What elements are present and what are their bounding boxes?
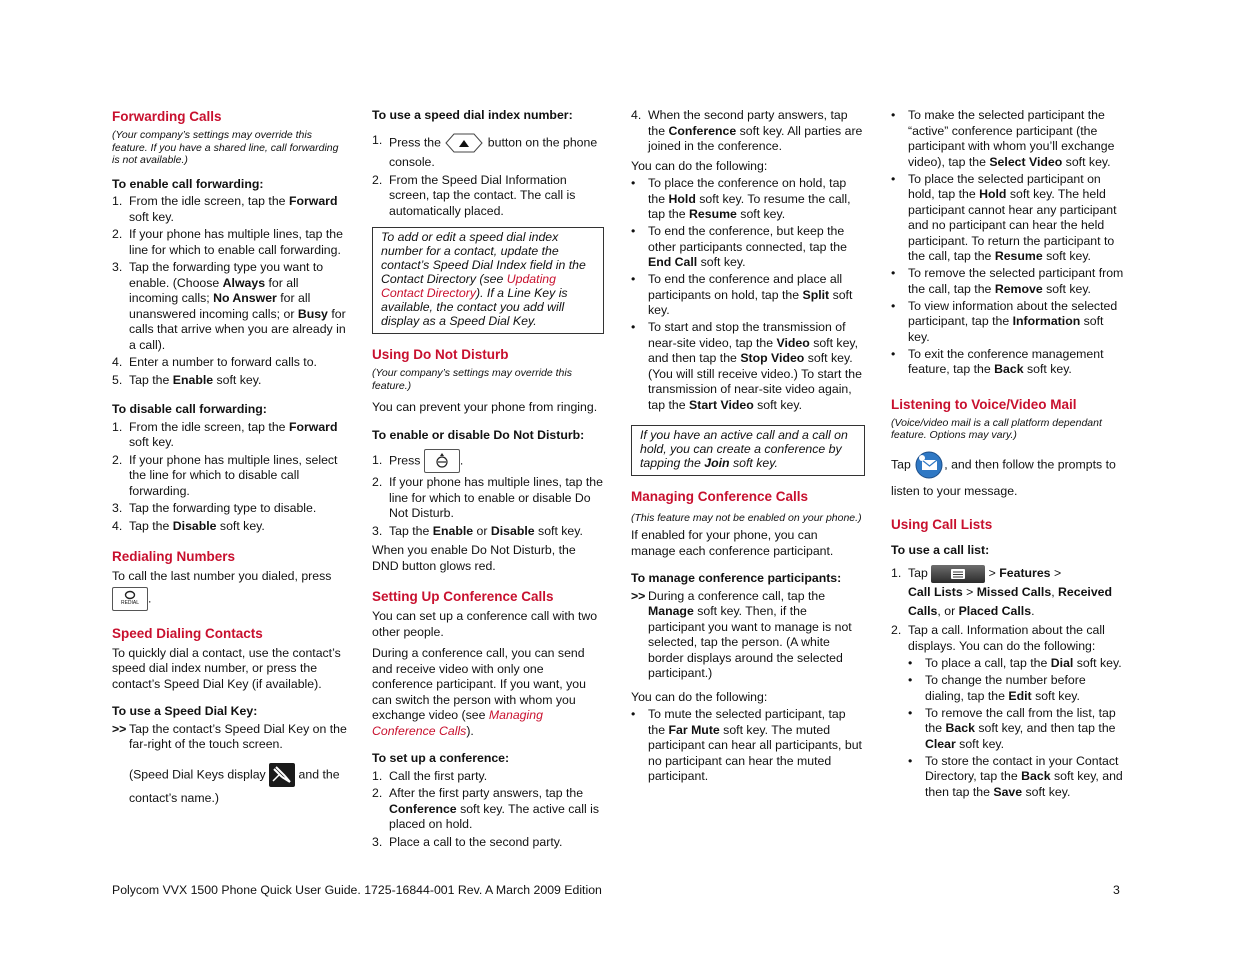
participant-options-list	[631, 707, 865, 785]
page-number: 3	[1113, 883, 1120, 897]
list-item: • To exit the conference management feature, tap the Back soft key.	[891, 346, 1104, 376]
manage-participants-heading: To manage conference participants:	[631, 571, 842, 585]
speed-dial-note-box: To add or edit a speed dial index number for a contact, update the contact’s Speed Dial Index field in the Contact Directory (see Updating Contact Directory). If a Line Key is available, the contact you add will display as a Speed Dial Key.	[372, 227, 604, 334]
participant-options-list-cont	[891, 108, 1126, 378]
column-4	[891, 108, 1126, 804]
forwarding-calls-heading: Forwarding Calls	[112, 109, 222, 124]
conference-step-4	[631, 108, 865, 155]
conference-text-1: You can set up a conference call with two other people.	[372, 609, 598, 639]
menu-key-icon	[931, 565, 985, 583]
dnd-text: You can prevent your phone from ringing.	[372, 400, 598, 414]
enable-forwarding-steps	[112, 194, 347, 388]
list-item: 5. Tap the Enable soft key.	[112, 372, 262, 387]
use-speed-dial-key-heading: To use a Speed Dial Key:	[112, 704, 258, 718]
disable-forwarding-heading: To disable call forwarding:	[112, 402, 267, 416]
speed-dial-key-icon	[269, 763, 295, 787]
managing-conference-heading: Managing Conference Calls	[631, 489, 809, 504]
manage-participants-steps	[631, 589, 865, 682]
list-item: >> Tap the contact’s Speed Dial Key on the far-right of the touch screen.	[112, 721, 347, 751]
list-item: 1. Call the first party.	[372, 768, 488, 783]
updating-contact-directory-link[interactable]: Updating Contact Directory	[381, 272, 556, 300]
list-item: 2. From the Speed Dial Information screen, tap the contact. The call is automatically placed.	[372, 172, 576, 218]
redial-key-icon: REDIAL	[112, 587, 148, 611]
dnd-heading: Using Do Not Disturb	[372, 347, 509, 362]
column-3	[631, 108, 865, 789]
speed-dial-index-heading: To use a speed dial index number:	[372, 108, 573, 122]
list-item: • To change the number before dialing, tap the Edit soft key.	[908, 673, 1086, 703]
list-item: 2. If your phone has multiple lines, tap the line for which to enable or disable Do Not Disturb.	[372, 475, 603, 520]
speed-dialing-text: To quickly dial a contact, use the contact’s speed dial index number, or press the contact’s Speed Dial Key (if available).	[112, 645, 341, 691]
list-item: • To start and stop the transmission of near-site video, tap the Video soft key, and then tap the Stop Video soft key. (You will still receive video.) To start the transmission of near-site video again, tap the Start Video soft key.	[631, 320, 862, 412]
can-do-text-2: You can do the following:	[631, 689, 768, 704]
use-call-list-heading: To use a call list:	[891, 542, 990, 557]
managing-text: If enabled for your phone, you can manage each conference participant.	[631, 528, 834, 558]
list-item: 4. Enter a number to forward calls to.	[112, 355, 317, 369]
list-item: • To make the selected participant the “active” conference participant (the participant with whom you’ll exchange video), tap the Select Video soft key.	[891, 108, 1115, 169]
list-item: 1. From the idle screen, tap the Forward soft key.	[112, 419, 338, 449]
list-item: 4. Tap the Disable soft key.	[112, 518, 265, 533]
conference-options-list	[631, 176, 865, 413]
list-item: • To place the selected participant on hold, tap the Hold soft key. The held participant cannot hear any participant and no participant can hear the held participant. To return the participant to the call, tap the Resume soft key.	[891, 171, 1117, 263]
list-item: 2. If your phone has multiple lines, select the line for which to disable call forwarding.	[112, 452, 338, 498]
dnd-steps	[372, 449, 604, 539]
voice-mail-text: Tap , and then follow the prompts to listen to your message.	[891, 450, 1126, 502]
list-item: • To mute the selected participant, tap the Far Mute soft key. The muted participant can hear all participants, but no participant can hear the muted participant.	[631, 707, 862, 783]
list-item: 2. After the first party answers, tap the Conference soft key. The active call is placed on hold.	[372, 786, 600, 831]
list-item: • To remove the selected participant from the call, tap the Remove soft key.	[891, 266, 1124, 296]
dnd-after-text: When you enable Do Not Disturb, the DND button glows red.	[372, 543, 576, 573]
list-item: 1. From the idle screen, tap the Forward soft key.	[112, 194, 338, 224]
list-item: • To store the contact in your Contact Directory, tap the Back soft key, and then tap the Save soft key.	[908, 753, 1123, 799]
list-item: 2. If your phone has multiple lines, tap the line for which to enable call forwarding.	[112, 227, 343, 257]
call-list-steps	[891, 564, 1126, 800]
list-item: 3. Place a call to the second party.	[372, 834, 563, 849]
dnd-note: (Your company’s settings may override this feature.)	[372, 367, 572, 392]
list-item: 3. Tap the forwarding type to disable.	[112, 501, 317, 515]
enable-forwarding-heading: To enable call forwarding:	[112, 176, 264, 191]
list-item: 3. Tap the forwarding type you want to enable. (Choose Always for all incoming calls; No Answer for all unanswered incoming calls; or Busy for calls that arrive when you are already in a call).	[112, 260, 346, 352]
column-2	[372, 108, 604, 854]
dnd-key-icon	[424, 449, 460, 473]
use-speed-dial-key-steps	[112, 722, 347, 753]
speed-dialing-heading: Speed Dialing Contacts	[112, 625, 263, 641]
redialing-heading: Redialing Numbers	[112, 549, 236, 564]
footer-text: Polycom VVX 1500 Phone Quick User Guide. 1725-16844-001 Rev. A March 2009 Edition	[112, 883, 602, 897]
list-item: • To end the conference and place all participants on hold, tap the Split soft key.	[631, 272, 853, 317]
managing-conference-calls-link[interactable]: Managing Conference Calls	[372, 708, 543, 738]
call-options-list	[908, 656, 1126, 800]
conference-text-2: During a conference call, you can send and receive video with only one conference participant. If you want, you can switch the person with whom you exchange video (see Managing Conference Calls).	[372, 646, 586, 738]
up-arrow-button-icon	[444, 132, 484, 154]
list-item: 1. Press .	[372, 449, 604, 473]
list-item: • To remove the call from the list, tap the Back soft key, and then tap the Clear soft key.	[908, 705, 1116, 751]
list-item: 1. Tap > Features > Call Lists > Missed Calls, Received Calls, or Placed Calls.	[891, 566, 1113, 618]
list-item: >> During a conference call, tap the Manage soft key. Then, if the participant you want to manage is not selected, tap the person. (A white border displays around the selected participant.)	[631, 588, 852, 680]
join-note-box: If you have an active call and a call on hold, you can create a conference by tapping the Join soft key.	[631, 425, 865, 476]
call-lists-heading: Using Call Lists	[891, 516, 993, 532]
voicemail-icon	[914, 450, 944, 480]
voice-mail-heading: Listening to Voice/Video Mail	[891, 396, 1077, 412]
setup-conference-steps	[372, 769, 604, 851]
list-item: • To place a call, tap the Dial soft key.	[908, 656, 1122, 670]
dnd-enable-heading: To enable or disable Do Not Disturb:	[372, 427, 585, 442]
can-do-text: You can do the following:	[631, 158, 768, 173]
setup-conference-heading: To set up a conference:	[372, 751, 510, 765]
column-1	[112, 108, 347, 815]
redial-line: REDIAL .	[112, 587, 347, 611]
list-item: • To place the conference on hold, tap the Hold soft key. To resume the call, tap the Resume soft key.	[631, 176, 851, 221]
voice-mail-note: (Voice/video mail is a call platform dependant feature. Options may vary.)	[891, 416, 1102, 441]
forwarding-note: (Your company’s settings may override this feature. If you have a shared line, call forwarding is not available.)	[112, 129, 339, 166]
list-item: 4. When the second party answers, tap the Conference soft key. All parties are joined in the conference.	[631, 108, 863, 153]
conference-setup-heading: Setting Up Conference Calls	[372, 589, 554, 604]
list-item: 2. Tap a call. Information about the call displays. You can do the following: • To place a call, tap the Dial soft key. • To change the number before dialing, tap the Edit soft key. • To remove the call from the list, tap the Back soft key, and then tap the Clear soft key. • To store the contact in your Contact Directory, tap the Back soft key, and then tap the Save soft key.	[891, 623, 1126, 800]
speed-dial-index-steps	[372, 132, 604, 220]
redial-text: To call the last number you dialed, press	[112, 569, 332, 583]
list-item: 1. Press the button on the phone console.	[372, 132, 598, 169]
list-item: • To end the conference, but keep the other participants connected, tap the End Call soft key.	[631, 224, 847, 269]
disable-forwarding-steps	[112, 420, 347, 535]
speed-dial-display-note: (Speed Dial Keys display and the contact’s name.)	[112, 763, 347, 809]
list-item: 3. Tap the Enable or Disable soft key.	[372, 523, 583, 538]
managing-note: (This feature may not be enabled on your phone.)	[631, 512, 862, 524]
list-item: • To view information about the selected participant, tap the Information soft key.	[891, 298, 1118, 344]
